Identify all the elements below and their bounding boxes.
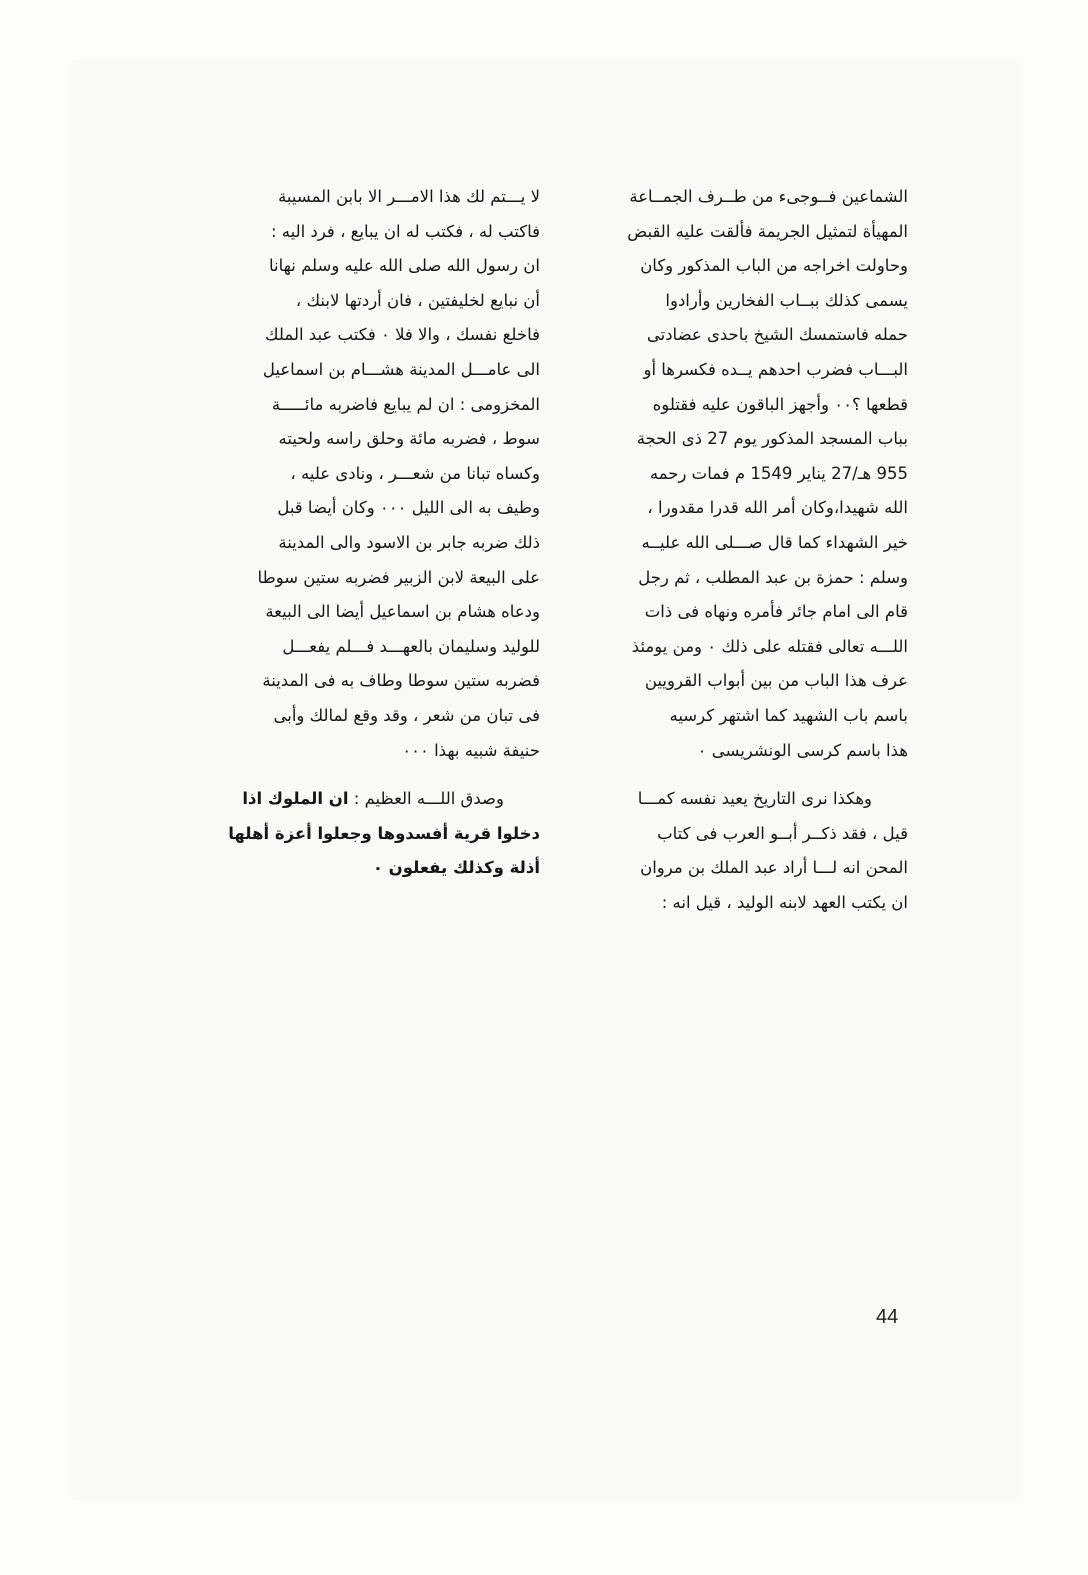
- text-line: باسم باب الشهيد كما اشتهر كرسيه: [669, 705, 908, 725]
- text-line: ودعاه هشام بن اسماعيل أيضا الى البيعة: [265, 602, 540, 622]
- text-line: ان يكتب العهد لابنه الوليد ، قيل انه :: [661, 892, 908, 912]
- paragraph-gap: [548, 768, 908, 782]
- text-line: وطيف به الى الليل ٠٠٠ وكان أيضا قبل: [277, 498, 540, 518]
- text-line: على البيعة لابن الزبير فضربه ستين سوطا: [257, 567, 540, 587]
- text-line: أن نبايع لخليفتين ، فان أردتها لابنك ،: [295, 290, 540, 310]
- text-line: خير الشهداء كما قال صـــلى الله عليــه: [641, 532, 908, 552]
- text-line: وسلم : حمزة بن عبد المطلب ، ثم رجل: [638, 567, 908, 587]
- text-line: حنيفة شبيه بهذا ٠٠٠: [402, 740, 540, 760]
- text-line: وكساه تبانا من شعـــر ، ونادى عليه ،: [290, 463, 540, 483]
- text-line: وحاولت اخراجه من الباب المذكور وكان: [640, 256, 908, 276]
- closing-quote-line: [180, 782, 540, 817]
- text-line: 955 هـ/27 يناير 1549 م فمات رحمه: [649, 463, 908, 483]
- text-line: يسمى كذلك ببــاب الفخارين وأرادوا: [665, 290, 908, 310]
- text-line: للوليد وسليمان بالعهـــد فـــلم يفعـــل: [282, 636, 540, 656]
- text-line: حمله فاستمسك الشيخ باحدى عضادتى: [646, 325, 908, 345]
- text-line: هذا باسم كرسى الونشريسى ٠: [697, 740, 908, 760]
- text-line: ان رسول الله صلى الله عليه وسلم نهانا: [268, 256, 540, 276]
- text-line: قيل ، فقد ذكــر أبــو العرب فى كتاب: [657, 823, 908, 843]
- text-line: المحن انه لـــا أراد عبد الملك بن مروان: [640, 858, 908, 878]
- closing-quote-line: أذلة وكذلك يفعلون ٠: [372, 858, 540, 878]
- text-line: المخزومى : ان لم يبايع فاضربه مائـــــة: [271, 394, 540, 414]
- closing-quote-intro: وصدق اللـــه العظيم :: [353, 789, 504, 809]
- text-line: عرف هذا الباب من بين أبواب القرويين: [644, 671, 908, 691]
- page-number: 44: [876, 1306, 899, 1328]
- text-line: ذلك ضربه جابر بن الاسود والى المدينة: [278, 532, 540, 552]
- text-line: الى عامـــل المدينة هشـــام بن اسماعيل: [262, 359, 540, 379]
- text-line: سوط ، فضربه مائة وحلق راسه ولحيته: [278, 429, 540, 449]
- text-line: البـــاب فضرب احدهم يــده فكسرها أو: [643, 359, 908, 379]
- right-text-column: [548, 180, 908, 920]
- text-line: الشماعين فــوجىء من طــرف الجمــاعة: [629, 187, 908, 206]
- text-line: وهكذا نرى التاريخ يعيد نفسه كمـــا: [637, 789, 872, 809]
- text-line: فضربه ستين سوطا وطاف به فى المدينة: [262, 671, 540, 691]
- closing-quote-line: دخلوا قرية أفسدوها وجعلوا أعزة أهلها: [228, 823, 540, 843]
- text-line: قام الى امام جائر فأمره ونهاه فى ذات: [644, 602, 908, 622]
- text-line: اللـــه تعالى فقتله على ذلك ٠ ومن يومئذ: [631, 636, 908, 656]
- text-line: فى تبان من شعر ، وقد وقع لمالك وأبى: [273, 705, 540, 725]
- text-line: الله شهيدا،وكان أمر الله قدرا مقدورا ،: [647, 498, 908, 518]
- text-line: بباب المسجد المذكور يوم 27 ذى الحجة: [636, 429, 908, 449]
- text-line: قطعها ؟٠٠ وأجهز الباقون عليه فقتلوه: [652, 394, 908, 414]
- text-line: فاكتب له ، فكتب له ان يبايع ، فرد اليه :: [271, 221, 540, 241]
- closing-quote-bold: ان الملوك اذا: [242, 789, 349, 809]
- text-line: فاخلع نفسك ، والا فلا ٠ فكتب عبد الملك: [265, 325, 540, 345]
- text-line: المهيأة لتمثيل الجريمة فألقت عليه القبض: [627, 221, 908, 241]
- left-text-column: [180, 180, 540, 886]
- text-line: لا يـــتم لك هذا الامـــر الا بابن المسيبة: [278, 187, 540, 206]
- paragraph-gap: [180, 768, 540, 782]
